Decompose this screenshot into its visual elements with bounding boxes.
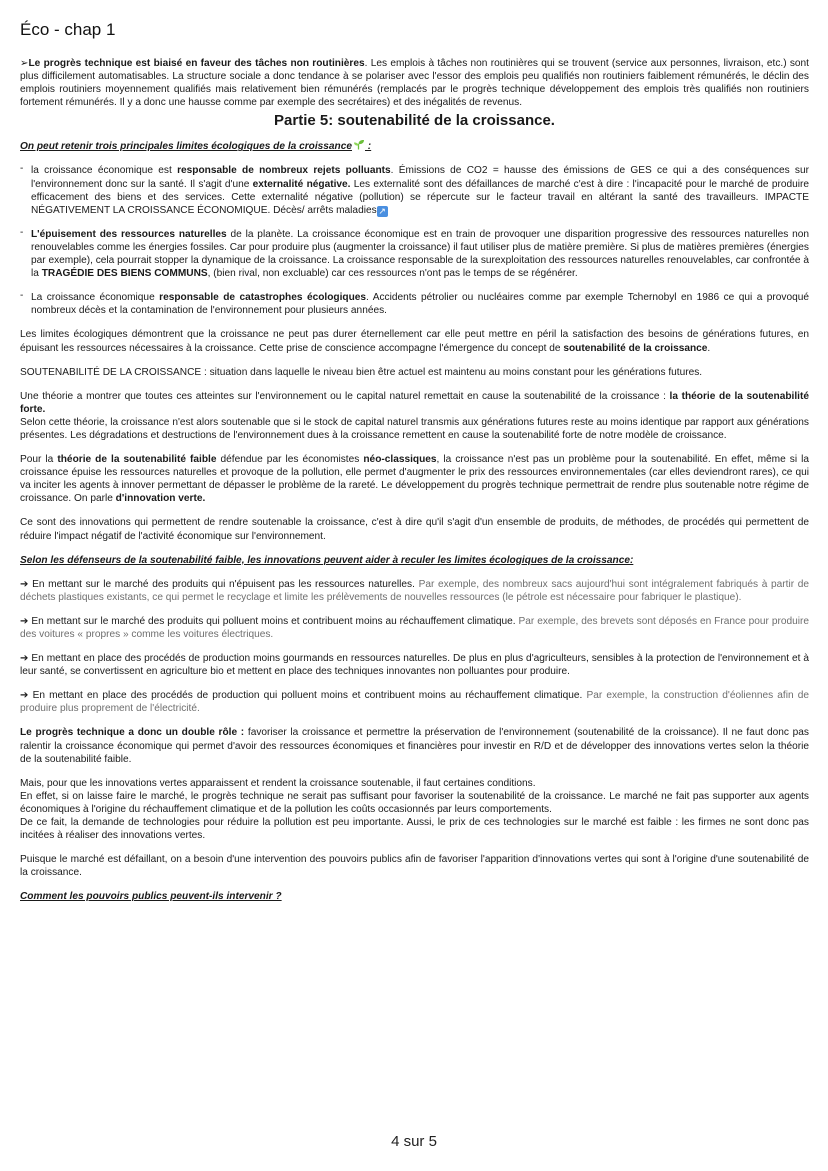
arrow-item-text: En mettant sur le marché des produits qui polluent moins et contribuent moins au réchauffement climatique.	[28, 615, 519, 627]
paragraph-text: défendue par les économistes	[216, 454, 364, 466]
section-title: Partie 5: soutenabilité de la croissance.	[274, 112, 555, 130]
conditions-line: Mais, pour que les innovations vertes apparaissent et rendent la croissance soutenable, il faut certaines conditions.	[20, 777, 536, 789]
innovations-lead	[20, 554, 809, 567]
arrow-item	[20, 652, 809, 678]
public-intervention-paragraph: Puisque le marché est défaillant, on a besoin d'une intervention des pouvoirs publics afin de favoriser l'apparition d'innovations vertes qui sont à l'origine d'une soutenabilité de la croissance.	[20, 854, 809, 879]
document-body	[20, 57, 809, 904]
arrow-item	[20, 615, 809, 641]
paragraph-text: .	[707, 342, 711, 354]
arrow-item	[20, 689, 809, 715]
arrow-right-icon: ➔	[20, 615, 29, 627]
paragraph-bold: Le progrès technique a donc un double rôle :	[20, 727, 245, 739]
bullet-text: de la planète. La croissance économique est en train de provoquer une disparition progressive des ressources naturelles non renouvelables comme les énergies fossiles. Car pour produire plus (augmenter la croissance) il faut utiliser plus de matière première. Si plus de matières premières (énergies par exemple), cela pourrait stopper la dynamique de la croissance. La croissance responsable de la surexploitation des ressources naturelles renouvelables, car confrontée à la	[31, 228, 809, 280]
bullet-catastrophes	[20, 291, 809, 317]
bullet-bold: responsable de nombreux rejets polluants	[177, 165, 391, 177]
page-title: Éco - chap 1	[20, 20, 116, 39]
weak-theory-paragraph	[20, 453, 809, 505]
arrow-item-text: En mettant en place des procédés de production qui polluent moins et contribuent moins au réchauffement climatique.	[28, 690, 587, 702]
strong-theory-detail: Selon cette théorie, la croissance n'est alors soutenable que si le stock de capital naturel transmis aux générations futures reste au moins identique par rapport aux générations présentes. Les dégradations et destructions de l'environnement dues à la croissance remettent en cause la soutenabilité forte de notre modèle de croissance.	[20, 416, 809, 441]
conditions-line: En effet, si on laisse faire le marché, le progrès technique ne serait pas suffisant pour favoriser la soutenabilité de la croissance. Le marché ne fait pas supporter aux agents économiques à l'origine du réchauffement climatique et de la pollution les coûts occasionnés par leurs comportements.	[20, 790, 809, 815]
arrow-item-text: En mettant en place des procédés de production moins gourmands en ressources naturelles. De plus en plus d'agriculteurs, sensibles à la protection de l'environnement et à leur santé, se convertissent en agriculture bio et mettent en place des techniques innovantes non polluantes pour produire.	[20, 653, 809, 678]
innovations-lead-text: Selon les défenseurs de la soutenabilité faible, les innovations peuvent aider à reculer les limites écologiques de la croissance:	[20, 554, 634, 566]
dash-bullet-icon: -	[20, 290, 24, 302]
innovation-definition: Ce sont des innovations qui permettent de rendre soutenable la croissance, c'est à dire qu'il s'agit d'un ensemble de produits, de méthodes, de procédés qui permettent de réduire l'impact négatif de l'activité économique sur l'environnement.	[20, 517, 809, 542]
arrow-right-icon: ➔	[20, 653, 29, 665]
paragraph-bold: d'innovation verte.	[115, 493, 206, 505]
limits-lead-colon: :	[364, 141, 372, 153]
limits-lead	[20, 139, 809, 153]
bullet-text: . Émissions de CO2 = hausse des émissions de GES ce qui a des conséquences sur l'environnement donc sur la santé. Il s'agit d'une	[31, 165, 810, 190]
paragraph-text: , la croissance n'est pas un problème pour la soutenabilité. En effet, même si la croissance épuise les ressources naturelles et provoque de la pollution, elle permet d'augmenter le prix des ressources environnementales (car elles deviendront rares), ce qui va inciter les agents à innover permettant de dépasser le problème de la rareté. Le développement du progrès technique permettrait de rendre plus soutenable notre régime de croissance. On parle	[20, 454, 809, 505]
paragraph-bold: la théorie de la soutenabilité forte.	[20, 390, 809, 415]
paragraph-text: favoriser la croissance et permettre la préservation de l'environnement (soutenabilité de la croissance). Il ne faut donc pas ralentir la croissance économique qui permet d'avoir des ressources économiques et financières pour investir en R/D et de développer des innovations vertes selon la théorie de la soutenabilité faible.	[20, 727, 809, 765]
triangle-bullet-icon: ➢	[20, 58, 29, 69]
page-number: 4 sur 5	[391, 1133, 437, 1150]
arrow-item-example: Par exemple, la construction d'éoliennes afin de produire plus proprement de l'électricité.	[20, 690, 809, 715]
definition-paragraph: SOUTENABILITÉ DE LA CROISSANCE : situation dans laquelle le niveau bien être actuel est maintenu au moins constant pour les générations futures.	[20, 366, 703, 378]
conditions-line: De ce fait, la demande de technologies pour réduire la pollution est peu importante. Aussi, le prix de ces technologies sur le marché est faible : les firmes ne sont donc pas incitées à réaliser des innovations vertes.	[20, 817, 809, 842]
paragraph-bold: théorie de la soutenabilité faible	[57, 454, 217, 466]
bullet-bold: TRAGÉDIE DES BIENS COMMUNS	[41, 268, 208, 280]
bullet-pollution	[20, 164, 809, 216]
arrow-item-example: Par exemple, des brevets sont déposés en France pour produire des voitures « propres » comme les voitures électriques.	[20, 615, 810, 640]
bullet-text: , (bien rival, non excluable) car ces ressources n'ont pas le temps de se régénérer.	[207, 268, 578, 280]
limits-paragraph	[20, 328, 809, 354]
bullet-text: La croissance économique	[31, 292, 160, 304]
paragraph-text: Une théorie a montrer que toutes ces atteintes sur l'environnement ou le capital naturel remettait en cause la soutenabilité de la croissance :	[20, 390, 670, 402]
intro-paragraph	[20, 57, 809, 109]
bullet-text: Les externalité sont des défaillances de marché c'est à dire : l'incapacité pour le marché de produire efficacement des biens et des services. Cette externalité négative (pollution) se répercute sur le facteur travail en altérant la santé des travailleurs. IMPACTE NÉGATIVEMENT LA CROISSANCE ÉCONOMIQUE. Décès/ arrêts maladies	[31, 178, 809, 216]
dash-bullet-icon: -	[20, 226, 24, 238]
dash-bullet-icon: -	[20, 163, 24, 175]
paragraph-text: Les limites écologiques démontrent que la croissance ne peut pas durer éternellement car elle peut mettre en péril la satisfaction des besoins de générations futures, en épuisant les ressources nécessaires à la croissance. Cette prise de conscience accompagne l'émergence du concept de	[20, 329, 809, 354]
bullet-text: la croissance économique est	[31, 165, 178, 177]
paragraph-bold: soutenabilité de la croissance	[563, 342, 708, 354]
intro-text: . Les emplois à tâches non routinières qui se trouvent (service aux personnes, livraison, etc.) sont plus difficilement automatisables. La structure sociale a donc tendance à se polariser avec l'essor des emplois peu qualifiés non routiniers faiblement rémunérés, le déclin des emplois routiniers moyennement qualifiés mais relativement bien rémunérés (remplacés par le progrès technique développement des emplois très qualifiés non routiniers fortement rémunérés. Il y a donc une hausse comme par exemple des secrétaires) et des inégalités de revenus.	[20, 58, 809, 109]
arrow-item	[20, 578, 809, 604]
intro-bold: Le progrès technique est biaisé en faveur des tâches non routinières	[28, 58, 365, 69]
sprout-icon	[352, 139, 365, 150]
double-role-paragraph	[20, 726, 809, 765]
paragraph-bold: néo-classiques	[363, 454, 437, 466]
strong-theory-paragraph	[20, 390, 809, 416]
bullet-bold: L'épuisement des ressources naturelles	[31, 228, 227, 240]
question-text: Comment les pouvoirs publics peuvent-ils intervenir ?	[20, 891, 282, 903]
paragraph-text: Pour la	[20, 454, 58, 466]
external-link-icon: ↗	[378, 205, 386, 216]
limits-lead-text: On peut retenir trois principales limites écologiques de la croissance	[20, 141, 352, 153]
arrow-item-text: En mettant sur le marché des produits qui n'épuisent pas les ressources naturelles.	[28, 578, 419, 590]
bullet-bold: responsable de catastrophes écologiques	[159, 292, 367, 304]
bullet-resources	[20, 228, 809, 280]
bullet-bold: externalité négative.	[252, 178, 351, 190]
bullet-text: . Accidents pétrolier ou nucléaires comme par exemple Tchernobyl en 1986 ce qui a provoqué nombreux décès et la contamination de l'environnement pour plusieurs années.	[31, 292, 809, 317]
arrow-item-example: Par exemple, des nombreux sacs aujourd'hui sont intégralement fabriqués à partir de déchets plastiques existants, ce qui permet le recyclage et limite les prélèvements de nouvelles ressources (le pétrole est nécessaire pour fabriquer le plastique).	[20, 578, 809, 603]
arrow-right-icon: ➔	[20, 578, 29, 590]
arrow-right-icon: ➔	[20, 690, 29, 702]
question-heading	[20, 890, 809, 903]
